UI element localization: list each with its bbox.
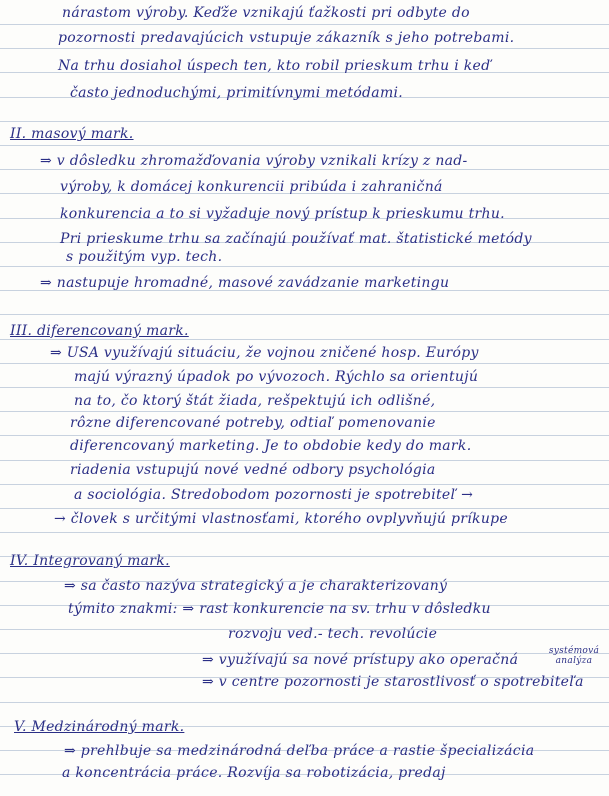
text-line: majú výrazný úpadok po vývozoch. Rýchlo sa orientujú (74, 369, 479, 385)
ruled-line (0, 24, 609, 25)
text-line: Pri prieskume trhu sa začínajú používať mat. štatistické metódy (60, 231, 532, 247)
text-line: konkurencia a to si vyžaduje nový prístup k prieskumu trhu. (60, 206, 505, 222)
text-line: riadenia vstupujú nové vedné odbory psychológia (70, 462, 436, 478)
ruled-line (0, 363, 609, 364)
ruled-line (0, 121, 609, 122)
text-line: na to, čo ktorý štát žiada, rešpektujú ich odlišné, (74, 393, 436, 409)
text-line: ⇒ nastupuje hromadné, masové zavádzanie marketingu (40, 275, 450, 291)
ruled-line (0, 145, 609, 146)
ruled-line (0, 411, 609, 412)
ruled-line (0, 48, 609, 49)
text-line: rozvoju ved.- tech. revolúcie (228, 626, 438, 642)
text-line: ⇒ USA využívajú situáciu, že vojnou zničené hosp. Európy (50, 345, 479, 361)
text-line: často jednoduchými, primitívnymi metódami. (70, 85, 404, 101)
text-line: ⇒ prehlbuje sa medzinárodná deľba práce a rastie špecializácia (64, 743, 535, 759)
section-heading-integrovany: IV. Integrovaný mark. (10, 553, 170, 569)
margin-annotation: systémová analýza (548, 646, 600, 666)
ruled-line (0, 484, 609, 485)
text-line: týmito znakmi: ⇒ rast konkurencie na sv. trhu v dôsledku (68, 601, 491, 617)
text-line: diferencovaný marketing. Je to obdobie kedy do mark. (70, 438, 472, 454)
text-line: ⇒ v dôsledku zhromažďovania výroby vznikali krízy z nad- (40, 153, 468, 169)
text-line: a sociológia. Stredobodom pozornosti je spotrebiteľ → (74, 487, 474, 503)
section-heading-diferencovany: III. diferencovaný mark. (10, 323, 189, 339)
ruled-line (0, 387, 609, 388)
section-heading-masovy: II. masový mark. (10, 126, 134, 142)
text-line: rôzne diferencované potreby, odtiaľ pomenovanie (70, 415, 436, 431)
text-line: ⇒ sa často nazýva strategický a je charakterizovaný (64, 578, 448, 594)
text-line: pozornosti predavajúcich vstupuje zákazník s jeho potrebami. (58, 30, 515, 46)
text-line: výroby, k domácej konkurencii pribúda i zahraničná (60, 179, 443, 195)
ruled-line (0, 532, 609, 533)
text-line: s použitým vyp. tech. (66, 249, 223, 265)
text-line: ⇒ využívajú sa nové prístupy ako operačná (202, 652, 519, 668)
ruled-line (0, 702, 609, 703)
ruled-line (0, 266, 609, 267)
text-line: nárastom výroby. Keďže vznikajú ťažkosti pri odbyte do (62, 5, 470, 21)
ruled-line (0, 314, 609, 315)
ruled-line (0, 508, 609, 509)
section-heading-medzinarodny: V. Medzinárodný mark. (14, 719, 185, 735)
text-line: ⇒ v centre pozornosti je starostlivosť o spotrebiteľa (202, 674, 584, 690)
text-line: Na trhu dosiahol úspech ten, kto robil prieskum trhu i keď (58, 58, 491, 74)
text-line: a koncentrácia práce. Rozvíja sa robotizácia, predaj (62, 765, 446, 781)
text-line: → človek s určitými vlastnosťami, ktorého ovplyvňujú príkupe (54, 511, 508, 527)
